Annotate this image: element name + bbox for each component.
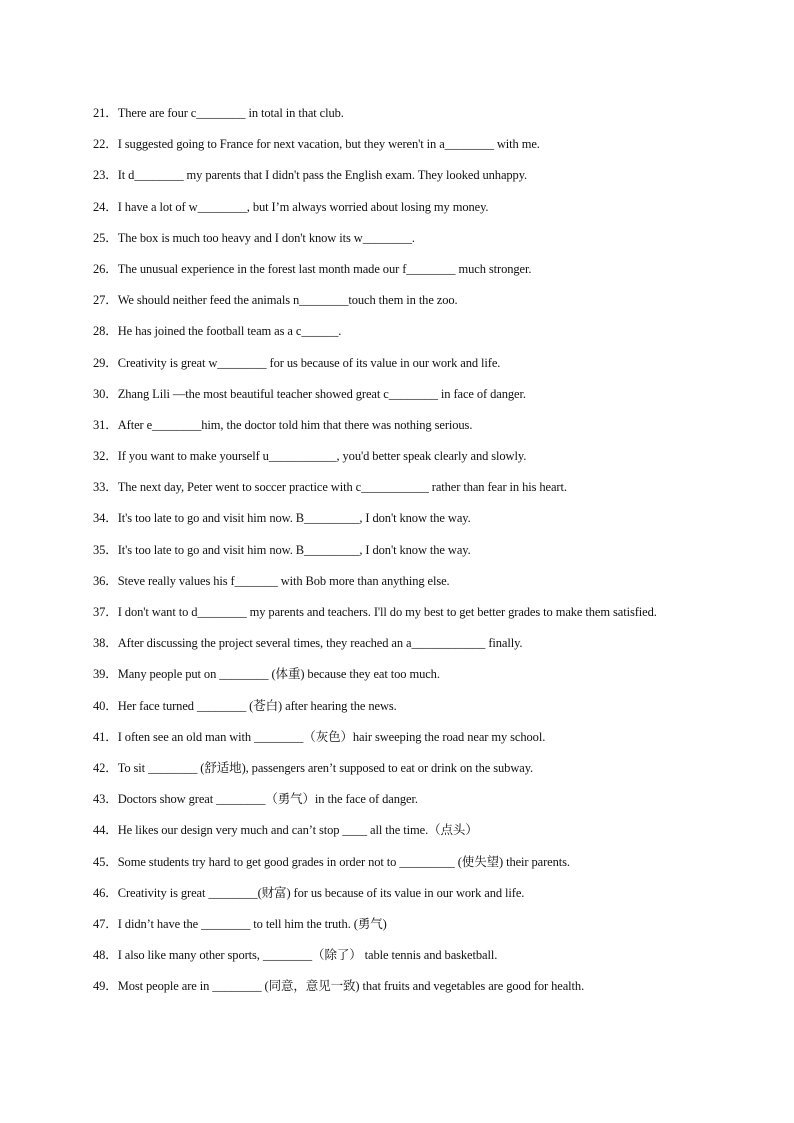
question-number: 39．	[93, 667, 118, 682]
question-text: He likes our design very much and can’t stop ____ all the time.（点头）	[117, 823, 478, 838]
question-text: Doctors show great ________（勇气）in the face of danger.	[117, 792, 418, 807]
question-text: I have a lot of w________, but I’m always worried about losing my money.	[117, 199, 489, 214]
question-item	[93, 472, 698, 503]
question-number: 29．	[93, 355, 118, 370]
question-text: Some students try hard to get good grades in order not to _________ (使失望) their parents.	[117, 854, 570, 869]
question-text: After e________him, the doctor told him that there was nothing serious.	[117, 417, 473, 432]
question-number: 27．	[93, 293, 118, 308]
question-item	[93, 535, 698, 566]
question-number: 21．	[93, 106, 118, 120]
question-number: 47．	[93, 916, 118, 931]
question-item	[93, 691, 698, 722]
question-item	[93, 441, 698, 472]
question-item	[93, 628, 698, 659]
question-item	[93, 98, 698, 129]
question-text: There are four c________ in total in that club.	[117, 106, 344, 120]
question-number: 36．	[93, 573, 118, 588]
question-number: 33．	[93, 480, 118, 495]
question-item	[93, 160, 698, 191]
question-number: 41．	[93, 729, 118, 744]
question-text: Many people put on ________ (体重) because they eat too much.	[117, 667, 440, 682]
question-item	[93, 503, 698, 534]
question-number: 42．	[93, 760, 118, 775]
question-list	[93, 98, 698, 1002]
question-item	[93, 815, 698, 846]
question-item	[93, 566, 698, 597]
question-number: 24．	[93, 199, 118, 214]
question-item	[93, 254, 698, 285]
question-number: 48．	[93, 948, 118, 963]
question-item	[93, 847, 698, 878]
question-number: 22．	[93, 137, 118, 152]
question-text: To sit ________ (舒适地), passengers aren’t supposed to eat or drink on the subway.	[117, 760, 534, 775]
question-item	[93, 129, 698, 160]
question-item	[93, 410, 698, 441]
question-item	[93, 784, 698, 815]
question-text: After discussing the project several times, they reached an a____________ finally.	[117, 636, 523, 651]
question-item	[93, 753, 698, 784]
question-number: 45．	[93, 854, 118, 869]
question-text: It's too late to go and visit him now. B_________, I don't know the way.	[117, 542, 471, 557]
question-text: Her face turned ________ (苍白) after hearing the news.	[117, 698, 397, 713]
question-item	[93, 971, 698, 1002]
question-number: 28．	[93, 324, 118, 339]
question-text: It's too late to go and visit him now. B_________, I don't know the way.	[117, 511, 471, 526]
question-item	[93, 316, 698, 347]
question-text: Zhang Lili —the most beautiful teacher showed great c________ in face of danger.	[117, 386, 526, 401]
question-text: I suggested going to France for next vacation, but they weren't in a________ with me.	[117, 137, 540, 152]
question-text: We should neither feed the animals n________touch them in the zoo.	[117, 293, 458, 308]
question-item	[93, 659, 698, 690]
question-number: 32．	[93, 449, 118, 464]
question-item	[93, 348, 698, 379]
question-number: 30．	[93, 386, 118, 401]
question-text: Most people are in ________ (同意，意见一致) that fruits and vegetables are good for health.	[117, 979, 585, 994]
question-number: 40．	[93, 698, 118, 713]
question-number: 35．	[93, 542, 118, 557]
question-number: 43．	[93, 792, 118, 807]
question-number: 25．	[93, 230, 118, 245]
question-text: The unusual experience in the forest last month made our f________ much stronger.	[117, 261, 532, 276]
question-text: Steve really values his f_______ with Bob more than anything else.	[117, 573, 450, 588]
question-item	[93, 940, 698, 971]
question-text: I didn’t have the ________ to tell him the truth. (勇气)	[117, 916, 387, 931]
question-text: He has joined the football team as a c______.	[117, 324, 342, 339]
question-item	[93, 379, 698, 410]
question-item	[93, 597, 698, 628]
question-number: 31．	[93, 417, 118, 432]
question-text: I also like many other sports, ________（除了） table tennis and basketball.	[117, 948, 498, 963]
question-item	[93, 223, 698, 254]
question-item	[93, 192, 698, 223]
question-text: Creativity is great w________ for us because of its value in our work and life.	[117, 355, 501, 370]
question-number: 44．	[93, 823, 118, 838]
question-text: It d________ my parents that I didn't pass the English exam. They looked unhappy.	[117, 168, 528, 183]
question-number: 37．	[93, 605, 118, 619]
question-text: The next day, Peter went to soccer practice with c___________ rather than fear in his heart.	[117, 480, 567, 495]
question-item	[93, 722, 698, 753]
question-number: 26．	[93, 261, 118, 276]
question-text: Creativity is great ________(财富) for us because of its value in our work and life.	[117, 885, 525, 900]
question-item	[93, 878, 698, 909]
question-text: I don't want to d________ my parents and teachers. I'll do my best to get better grades to make them satisfied.	[117, 605, 657, 619]
question-number: 23．	[93, 168, 118, 183]
question-text: The box is much too heavy and I don't know its w________.	[117, 230, 415, 245]
question-number: 34．	[93, 511, 118, 526]
question-text: I often see an old man with ________（灰色）hair sweeping the road near my school.	[117, 729, 546, 744]
question-number: 49．	[93, 979, 118, 994]
question-text: If you want to make yourself u___________, you'd better speak clearly and slowly.	[117, 449, 527, 464]
question-item	[93, 909, 698, 940]
question-item	[93, 285, 698, 316]
question-number: 46．	[93, 885, 118, 900]
question-number: 38．	[93, 636, 118, 651]
